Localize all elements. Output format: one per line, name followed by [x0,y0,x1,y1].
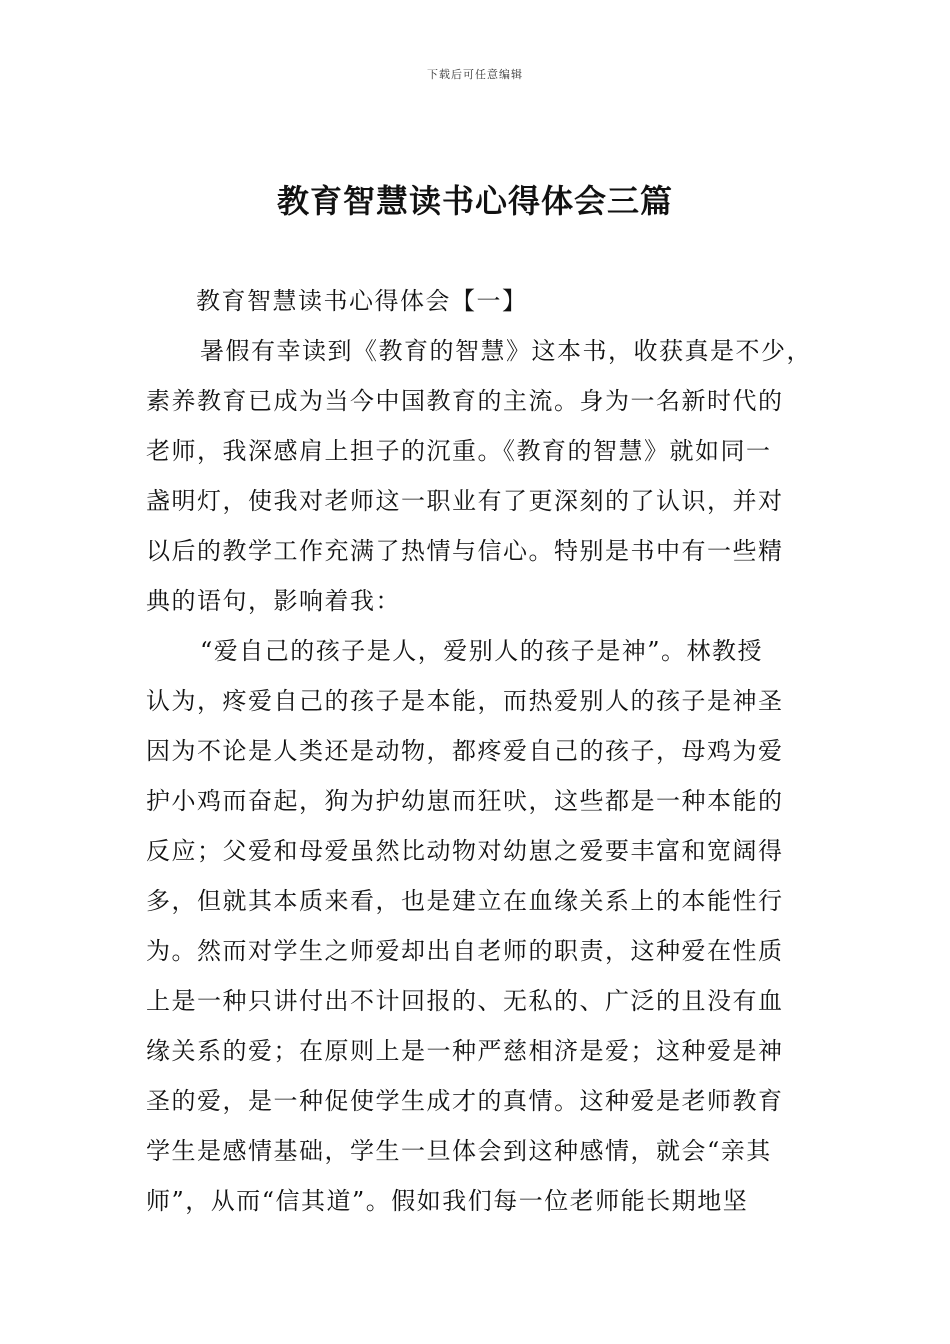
paragraph-line: 认为，疼爱自己的孩子是本能，而热爱别人的孩子是神圣 [146,687,784,715]
paragraph-line: 老师，我深感肩上担子的沉重。《教育的智慧》就如同一 [146,437,772,465]
paragraph-line: 素养教育已成为当今中国教育的主流。身为一名新时代的 [146,387,784,415]
paragraph-line: 以后的教学工作充满了热情与信心。特别是书中有一些精 [146,537,784,565]
paragraph-line: 因为不论是人类还是动物，都疼爱自己的孩子，母鸡为爱 [146,737,784,765]
document-title: 教育智慧读书心得体会三篇 [276,182,673,220]
paragraph-line: 典的语句，影响着我： [146,587,401,615]
document-body [146,276,811,1226]
paragraph-line: 师”，从而“信其道”。假如我们每一位老师能长期地坚 [146,1187,749,1215]
paragraph-line: 多，但就其本质来看，也是建立在血缘关系上的本能性行 [146,887,784,915]
paragraph-line: 反应；父爱和母爱虽然比动物对幼崽之爱要丰富和宽阔得 [146,837,784,865]
paragraph-line: “爱自己的孩子是人，爱别人的孩子是神”。林教授 [200,637,764,665]
paragraph-line: 盏明灯，使我对老师这一职业有了更深刻的了认识，并对 [146,487,784,515]
paragraph-line: 上是一种只讲付出不计回报的、无私的、广泛的且没有血 [146,987,784,1015]
paragraph-1 [146,326,811,626]
paragraph-line: 圣的爱，是一种促使学生成才的真情。这种爱是老师教育 [146,1087,784,1115]
paragraph-line: 为。然而对学生之师爱却出自老师的职责，这种爱在性质 [146,937,784,965]
paragraph-line: 学生是感情基础，学生一旦体会到这种感情，就会“亲其 [146,1137,772,1165]
section-heading: 教育智慧读书心得体会【一】 [196,287,528,315]
paragraph-line: 缘关系的爱；在原则上是一种严慈相济是爱；这种爱是神 [146,1037,784,1065]
paragraph-line: 暑假有幸读到《教育的智慧》这本书，收获真是不少， [200,337,812,365]
paragraph-line: 护小鸡而奋起，狗为护幼崽而狂吠，这些都是一种本能的 [146,787,784,815]
paragraph-2 [146,626,811,1226]
page-header-note: 下载后可任意编辑 [427,68,523,81]
